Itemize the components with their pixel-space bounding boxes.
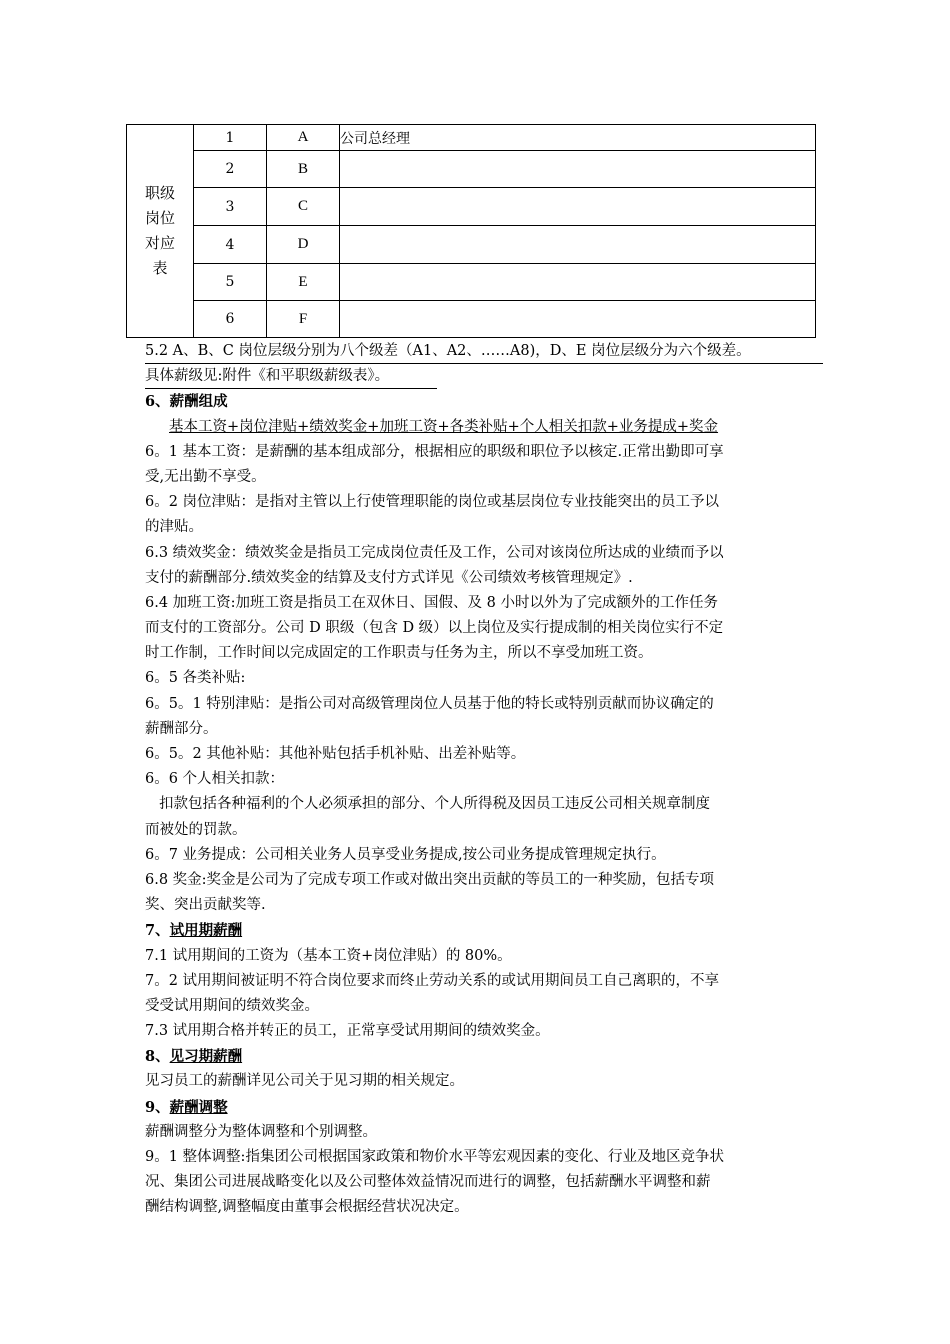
table-row <box>127 226 816 264</box>
position-cell <box>340 188 816 226</box>
paragraph-6-3-line: 6.3 绩效奖金：绩效奖金是指员工完成岗位责任及工作，公司对该岗位所达成的业绩而予以 <box>145 544 724 561</box>
section-9-title: 薪酬调整 <box>169 1098 228 1116</box>
grade-cell: B <box>267 151 340 188</box>
paragraph-6-6: 6。6 个人相关扣款： <box>145 771 285 788</box>
paragraph-6-1-line: 受,无出勤不享受。 <box>145 468 266 485</box>
paragraph-6-6-body-line: 而被处的罚款。 <box>145 821 247 838</box>
table-row <box>127 301 816 338</box>
paragraph-6-5-1-line: 6。5。1 特别津贴：是指公司对高级管理岗位人员基于他的特长或特别贡献而协议确定的 <box>145 695 714 712</box>
paragraph-6-6-body-line: 扣款包括各种福利的个人必须承担的部分、个人所得税及因员工违反公司相关规章制度 <box>159 796 710 813</box>
paragraph-6-4-line: 6.4 加班工资:加班工资是指员工在双休日、国假、及 8 小时以外为了完成额外的工作任务 <box>145 594 718 611</box>
section-7-number: 7、 <box>145 922 170 940</box>
section-7-title: 试用期薪酬 <box>169 922 243 940</box>
merged-label-line: 对应 <box>144 234 175 252</box>
salary-formula: 基本工资+岗位津贴+绩效奖金+加班工资+各类补贴+个人相关扣款+业务提成+奖金 <box>169 418 719 435</box>
row-number-cell: 3 <box>194 188 267 226</box>
paragraph-6-8-line: 6.8 奖金:奖金是公司为了完成专项工作或对做出突出贡献的等员工的一种奖励，包括专项 <box>145 871 715 888</box>
grade-cell: E <box>267 264 340 301</box>
paragraph-6-5: 6。5 各类补贴: <box>145 670 246 687</box>
paragraph-7-3: 7.3 试用期合格并转正的员工，正常享受试用期间的绩效奖金。 <box>145 1023 550 1040</box>
paragraph-9-1-line: 酬结构调整,调整幅度由董事会根据经营状况决定。 <box>145 1199 469 1216</box>
section-6-heading: 6、薪酬组成 <box>145 393 228 411</box>
paragraph-7-2-line: 受受试用期间的绩效奖金。 <box>145 997 319 1014</box>
table-row <box>127 125 816 151</box>
paragraph-6-1-line: 6。1 基本工资：是薪酬的基本组成部分，根据相应的职级和职位予以核定.正常出勤即可享 <box>145 443 724 460</box>
position-cell <box>340 264 816 301</box>
document-body <box>145 339 825 1221</box>
table-row <box>127 188 816 226</box>
row-number-cell: 2 <box>194 151 267 188</box>
paragraph-9-1-line: 9。1 整体调整:指集团公司根据国家政策和物价水平等宏观因素的变化、行业及地区竞争状 <box>145 1149 724 1165</box>
grade-cell: A <box>267 125 340 151</box>
paragraph-6-2-line: 的津贴。 <box>145 519 203 536</box>
section-5-2-line-2: 具体薪级见:附件《和平职级薪级表》。 <box>145 365 437 389</box>
table-row <box>127 264 816 301</box>
position-cell <box>340 301 816 338</box>
position-cell <box>340 151 816 188</box>
row-number-cell: 5 <box>194 264 267 301</box>
table-row <box>127 151 816 188</box>
paragraph-7-2-line: 7。2 试用期间被证明不符合岗位要求而终止劳动关系的或试用期间员工自己离职的，不享 <box>145 972 720 989</box>
paragraph-6-4-line: 时工作制，工作时间以完成固定的工作职责与任务为主，所以不享受加班工资。 <box>145 645 653 662</box>
grade-cell: D <box>267 226 340 264</box>
position-cell: 公司总经理 <box>340 125 816 151</box>
section-5-2-line-1: 5.2 A、B、C 岗位层级分别为八个级差（A1、A2、……A8)，D、E 岗位层级分为六个级差。 <box>145 340 823 364</box>
merged-label-line: 岗位 <box>144 209 175 227</box>
row-number-cell: 4 <box>194 226 267 264</box>
paragraph-6-5-1-line: 薪酬部分。 <box>145 720 218 737</box>
paragraph-6-3-line: 支付的薪酬部分.绩效奖金的结算及支付方式详见《公司绩效考核管理规定》. <box>145 569 633 586</box>
section-5-2 <box>145 339 825 364</box>
section-8-title: 见习期薪酬 <box>169 1048 243 1066</box>
grade-cell: C <box>267 188 340 226</box>
section-8-heading <box>145 1044 825 1069</box>
paragraph-9: 薪酬调整分为整体调整和个别调整。 <box>145 1123 377 1140</box>
paragraph-6-4-line: 而支付的工资部分。公司 D 职级（包含 D 级）以上岗位及实行提成制的相关岗位实行不定 <box>145 620 724 637</box>
section-9-heading <box>145 1095 825 1120</box>
paragraph-8: 见习员工的薪酬详见公司关于见习期的相关规定。 <box>145 1073 464 1090</box>
merged-label-line: 表 <box>152 259 168 277</box>
section-9-number: 9、 <box>145 1098 170 1116</box>
row-number-cell: 1 <box>194 125 267 151</box>
grade-cell: F <box>267 301 340 338</box>
row-number-cell: 6 <box>194 301 267 338</box>
paragraph-6-2-line: 6。2 岗位津贴：是指对主管以上行使管理职能的岗位或基层岗位专业技能突出的员工予以 <box>145 494 720 511</box>
position-cell <box>340 226 816 264</box>
paragraph-7-1: 7.1 试用期间的工资为（基本工资+岗位津贴）的 80%。 <box>145 947 512 964</box>
section-7-heading <box>145 918 825 943</box>
section-8-number: 8、 <box>145 1048 170 1066</box>
grade-position-table <box>126 124 816 338</box>
paragraph-6-8-line: 奖、突出贡献奖等. <box>145 897 266 914</box>
merged-label-line: 职级 <box>144 184 175 202</box>
paragraph-6-7: 6。7 业务提成：公司相关业务人员享受业务提成,按公司业务提成管理规定执行。 <box>145 846 666 863</box>
paragraph-6-5-2: 6。5。2 其他补贴：其他补贴包括手机补贴、出差补贴等。 <box>145 746 526 762</box>
paragraph-9-1-line: 况、集团公司进展战略变化以及公司整体效益情况而进行的调整，包括薪酬水平调整和薪 <box>145 1174 711 1191</box>
table-merged-label-cell <box>127 125 194 338</box>
